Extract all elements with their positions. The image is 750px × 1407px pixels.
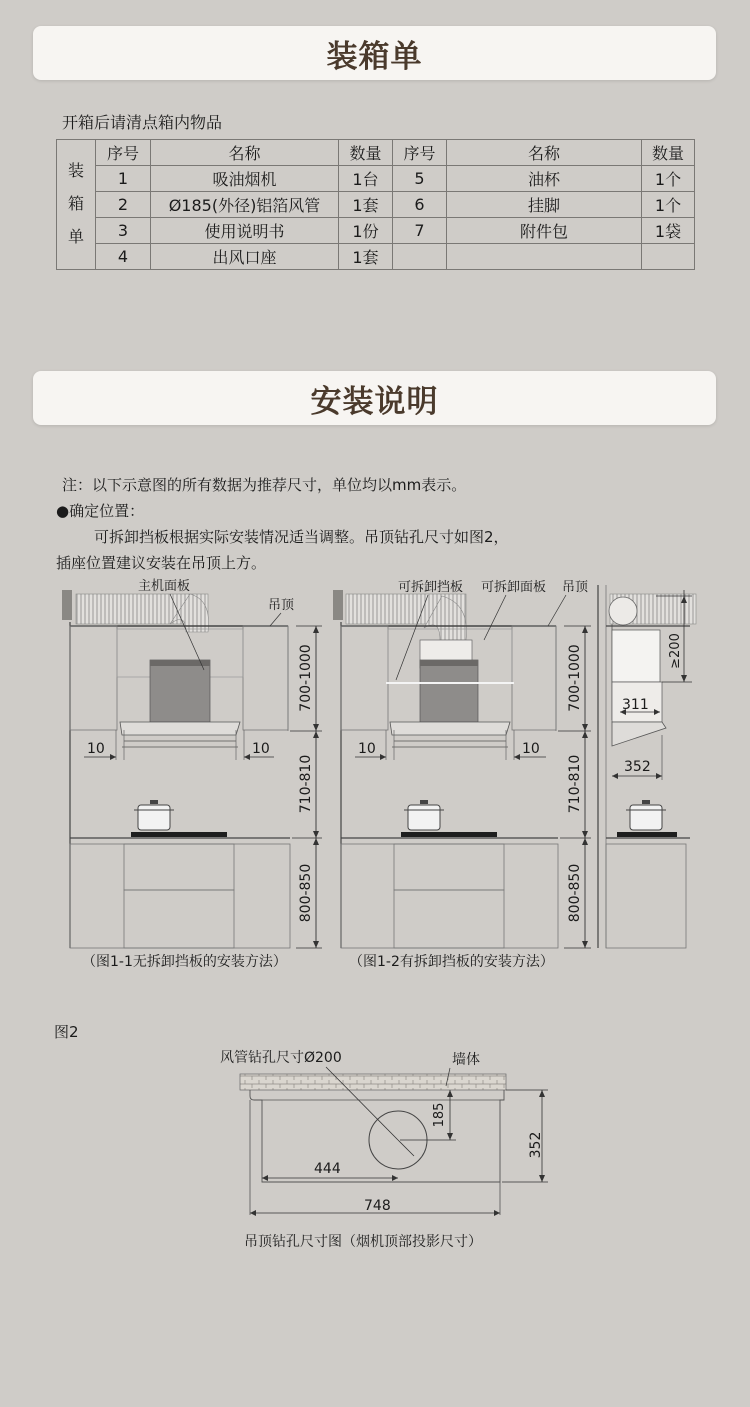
dim-lower-2: 800-850 — [567, 863, 583, 923]
figure-side-view — [598, 585, 696, 948]
install-banner — [33, 371, 716, 425]
table-row: 3 使用说明书 1份 7 附件包 1袋 — [57, 218, 695, 244]
figure-1-1 — [62, 578, 322, 948]
dim-lower-1: 800-850 — [298, 863, 314, 923]
header-qty-1: 数量 — [339, 140, 393, 166]
label-ceiling-1: 吊顶 — [268, 598, 295, 613]
install-para-2: 插座位置建议安装在吊顶上方。 — [56, 554, 267, 572]
dim-upper-1: 700-1000 — [298, 644, 314, 712]
table-row: 2 Ø185(外径)铝箔风管 1套 6 挂脚 1个 — [57, 192, 695, 218]
dim-side-200: ≥200 — [668, 633, 683, 669]
dim-444: 444 — [314, 1161, 341, 1177]
label-duct-hole: 风管钻孔尺寸Ø200 — [220, 1050, 342, 1066]
header-no-1: 序号 — [96, 140, 151, 166]
dim-gap-right-2: 10 — [522, 741, 540, 757]
table-row: 4 出风口座 1套 — [57, 244, 695, 270]
install-title: 安装说明 — [310, 383, 439, 420]
dim-352: 352 — [528, 1131, 544, 1159]
position-heading: ●确定位置： — [56, 502, 145, 520]
caption-fig-2: 吊顶钻孔尺寸图（烟机顶部投影尺寸） — [244, 1234, 482, 1250]
figure-2-label: 图2 — [54, 1023, 79, 1041]
label-wall: 墙体 — [452, 1052, 480, 1068]
header-qty-2: 数量 — [642, 140, 695, 166]
caption-fig-1-2: （图1-2有拆卸挡板的安装方法） — [349, 954, 554, 970]
header-no-2: 序号 — [393, 140, 447, 166]
figure-2-diagram — [0, 1040, 750, 1270]
packing-intro: 开箱后请清点箱内物品 — [62, 113, 223, 132]
install-note: 注：以下示意图的所有数据为推荐尺寸，单位均以mm表示。 — [62, 476, 467, 494]
dim-gap-left-2: 10 — [358, 741, 376, 757]
packing-side-label: 装 箱 单 — [57, 140, 96, 270]
dim-gap-left-1: 10 — [87, 741, 105, 757]
dim-mid-1: 710-810 — [298, 754, 314, 814]
figure-1-diagram — [0, 575, 750, 975]
dim-185: 185 — [432, 1102, 447, 1128]
dim-side-352: 352 — [624, 759, 651, 775]
header-name-2: 名称 — [447, 140, 642, 166]
packing-table — [56, 139, 695, 270]
dim-side-311: 311 — [622, 697, 649, 713]
label-ceiling-2: 吊顶 — [562, 580, 589, 595]
packing-list-banner — [33, 26, 716, 80]
dim-gap-right-1: 10 — [252, 741, 270, 757]
dim-mid-2: 710-810 — [567, 754, 583, 814]
header-name-1: 名称 — [151, 140, 339, 166]
label-main-panel: 主机面板 — [138, 579, 191, 594]
figure-1-2 — [333, 579, 591, 948]
table-row: 1 吸油烟机 1台 5 油杯 1个 — [57, 166, 695, 192]
dim-upper-2: 700-1000 — [567, 644, 583, 712]
caption-fig-1-1: （图1-1无拆卸挡板的安装方法） — [82, 954, 287, 970]
label-removable-panel: 可拆卸面板 — [481, 580, 547, 595]
label-removable-baffle: 可拆卸挡板 — [398, 580, 464, 595]
dim-748: 748 — [364, 1198, 391, 1214]
packing-list-title: 装箱单 — [326, 38, 423, 75]
install-para-1: 可拆卸挡板根据实际安装情况适当调整。吊顶钻孔尺寸如图2， — [94, 528, 509, 546]
